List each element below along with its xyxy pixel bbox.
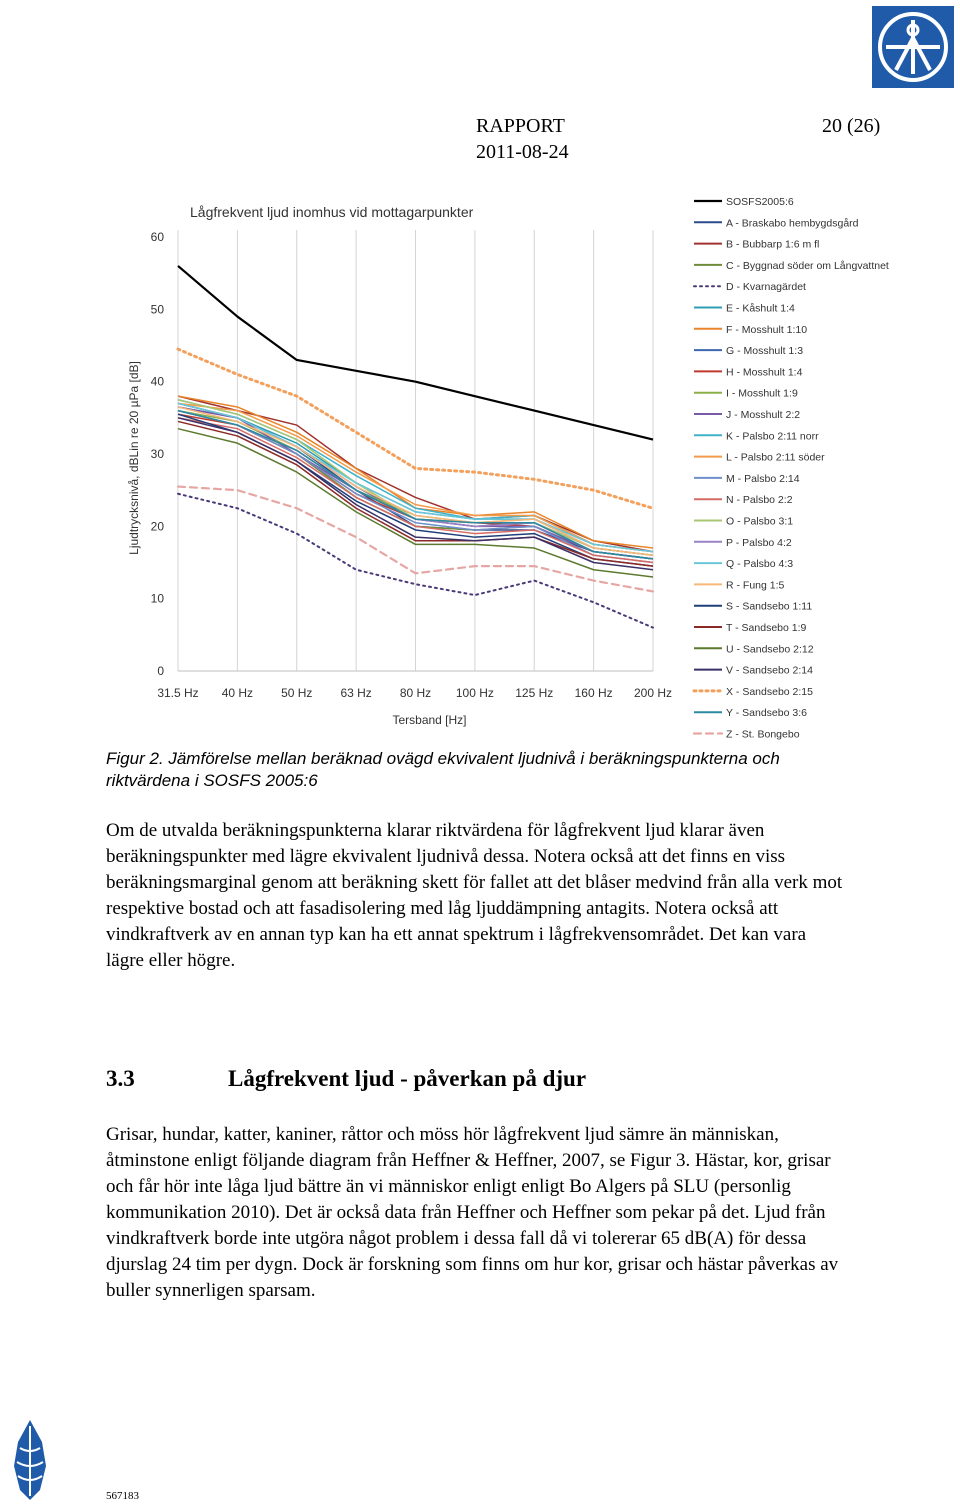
y-tick-label: 20: [150, 519, 164, 534]
legend-entry: S - Sandsebo 1:11: [726, 600, 813, 613]
legend-entry: K - Palsbo 2:11 norr: [726, 430, 819, 443]
paragraph-1: Om de utvalda beräkningspunkterna klarar riktvärdena för lågfrekvent ljud klarar även beräkningspunkter med lägre ekvivalent ljudnivå dessa. Notera också att det finns en viss beräkningsmarginal genom att beräkning skett för fallet att det blåser medvind från alla verk mot respektive bostad och att fasadisolering med låg ljuddämpning antagits. Notera också att vindkraftverk av en annan typ kan ha ett annat spektrum i lågfrekvensområdet. Det kan vara lägre eller högre.: [106, 820, 843, 971]
low-frequency-chart: [100, 188, 920, 748]
legend-entry: E - Kåshult 1:4: [726, 302, 795, 315]
legend-entry: O - Palsbo 3:1: [726, 515, 794, 528]
legend-entry: Q - Palsbo 4:3: [726, 558, 794, 571]
x-tick-label: 80 Hz: [399, 686, 432, 700]
shell-icon: [8, 1418, 52, 1502]
y-tick-label: 0: [157, 664, 164, 678]
legend-entry: B - Bubbarp 1:6 m fl: [726, 238, 820, 251]
report-label: RAPPORT: [476, 115, 565, 137]
legend-entry: Y - Sandsebo 3:6: [726, 707, 807, 720]
x-tick-label: 50 Hz: [281, 686, 313, 700]
x-tick-label: 125 Hz: [515, 686, 554, 700]
y-tick-label: 40: [150, 374, 164, 389]
x-tick-label: 40 Hz: [221, 686, 254, 700]
y-axis-label: Ljudtrycksnivå, dBLin re 20 µPa [dB]: [127, 361, 141, 555]
legend-entry: SOSFS2005:6: [726, 196, 794, 208]
y-tick-label: 30: [150, 447, 164, 461]
y-tick-label: 10: [150, 591, 164, 606]
legend-entry: A - Braskabo hembygdsgård: [726, 217, 859, 230]
section-heading: [106, 1066, 586, 1092]
document-number: 567183: [106, 1490, 139, 1502]
report-date: 2011-08-24: [476, 141, 569, 163]
legend-entry: X - Sandsebo 2:15: [726, 685, 813, 698]
y-tick-label: 60: [150, 230, 164, 244]
legend-entry: T - Sandsebo 1:9: [726, 622, 807, 634]
x-tick-label: 31.5 Hz: [157, 686, 199, 700]
x-tick-label: 100 Hz: [455, 686, 494, 700]
legend-entry: U - Sandsebo 2:12: [726, 643, 814, 656]
legend-entry: M - Palsbo 2:14: [726, 472, 800, 485]
x-tick-label: 160 Hz: [574, 686, 613, 700]
legend-entry: L - Palsbo 2:11 söder: [726, 451, 825, 464]
x-tick-label: 200 Hz: [633, 686, 673, 700]
legend-entry: V - Sandsebo 2:14: [726, 664, 813, 677]
x-axis-label: Tersband [Hz]: [392, 713, 467, 727]
legend-entry: J - Mosshult 2:2: [726, 409, 801, 421]
y-tick-label: 50: [150, 302, 164, 317]
section-number: 3.3: [106, 1066, 135, 1091]
legend-entry: H - Mosshult 1:4: [726, 366, 803, 379]
x-tick-label: 63 Hz: [340, 686, 372, 700]
legend-entry: P - Palsbo 4:2: [726, 536, 792, 549]
legend-entry: I - Mosshult 1:9: [726, 387, 798, 400]
chart-title: Lågfrekvent ljud inomhus vid mottagarpunkter: [190, 204, 474, 220]
legend-entry: C - Byggnad söder om Långvattnet: [726, 259, 889, 272]
company-logo: [872, 6, 954, 88]
legend-entry: G - Mosshult 1:3: [726, 345, 804, 358]
page-number: 20 (26): [822, 115, 881, 137]
figure-caption: Figur 2. Jämförelse mellan beräknad ovägd ekvivalent ljudnivå i beräkningspunkterna och riktvärdena i SOSFS 2005:6: [106, 749, 780, 790]
section-title: Lågfrekvent ljud - påverkan på djur: [228, 1066, 587, 1091]
legend-entry: D - Kvarnagärdet: [726, 281, 806, 294]
legend-entry: F - Mosshult 1:10: [726, 323, 808, 336]
legend-entry: Z - St. Bongebo: [726, 728, 800, 741]
legend-entry: N - Palsbo 2:2: [726, 494, 793, 507]
legend-entry: R - Fung 1:5: [726, 579, 785, 592]
paragraph-2: Grisar, hundar, katter, kaniner, råttor och möss hör lågfrekvent ljud sämre än människan, åtminstone enligt följande diagram från Heffner & Heffner, 2007, se Figur 3. Hästar, kor, grisar och får hör inte låga ljud bättre än vi människor enligt enligt Bo Algers på SLU (personlig kommunikation 2010). Det är också data från Heffner och Heffner som pekar på det. Ljud från vindkraftverk borde inte utgöra något problem i dessa fall då vi tolererar 65 dB(A) för dessa djurslag 24 tim per dygn. Dock är forskning som finns om hur kor, grisar och hästar påverkas av buller synnerligen sparsam.: [106, 1124, 839, 1301]
